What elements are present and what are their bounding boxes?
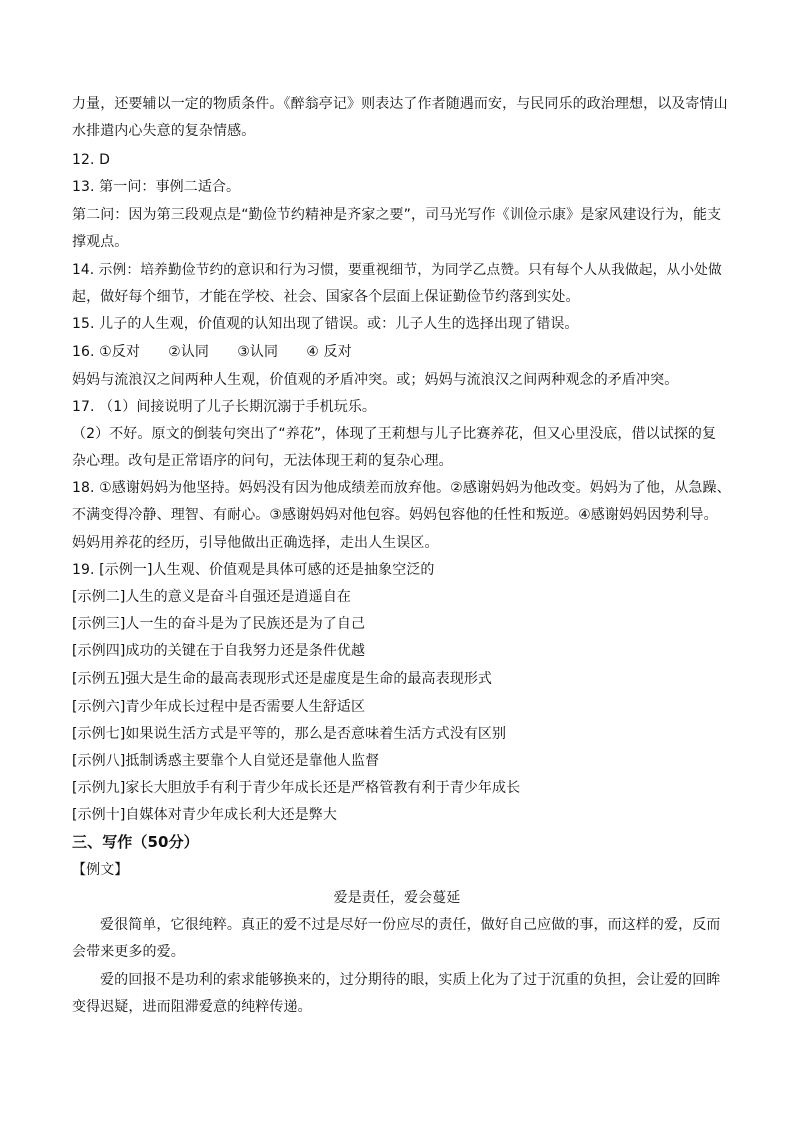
text-line: 起，做好每个细节，才能在学校、社会、国家各个层面上保证勤俭节约落到实处。 xyxy=(72,289,580,305)
text-line: 第二问：因为第三段观点是“勤俭节约精神是齐家之要”，司马光写作《训俭示康》是家风建设行为，能支 xyxy=(72,207,722,223)
text-line: 不满变得冷静、理智、有耐心。③感谢妈妈对他包容。妈妈包容他的任性和叛逆。④感谢妈妈因势利导。 xyxy=(72,507,718,523)
answer-12: 12. D xyxy=(72,152,110,168)
essay-title: 爱是责任，爱会蔓延 xyxy=(333,890,461,906)
text-line: 力量，还要辅以一定的物质条件。《醉翁亭记》则表达了作者随遇而安，与民同乐的政治理想，以及寄情山 xyxy=(72,96,728,112)
section-heading: 三、写作（50分） xyxy=(72,833,199,851)
text-line: 妈妈用养花的经历，引导他做出正确选择，走出人生误区。 xyxy=(72,535,439,551)
example-item: [示例九]家长大胆放手有利于青少年成长还是严格管教有利于青少年成长 xyxy=(72,780,521,796)
answer-19: 19. [示例一]人生观、价值观是具体可感的还是抽象空泛的 xyxy=(72,562,435,578)
example-item: [示例四]成功的关键在于自我努力还是条件优越 xyxy=(72,643,366,659)
example-item: [示例五]强大是生命的最高表现形式还是虚度是生命的最高表现形式 xyxy=(72,671,493,687)
text-line: 水排遣内心失意的复杂情感。 xyxy=(72,123,256,139)
text-line: （2）不好。原文的倒装句突出了“养花”，体现了王莉想与儿子比赛养花，但又心里没底，借以试探的复 xyxy=(72,426,717,442)
example-item: [示例十]自媒体对青少年成长利大还是弊大 xyxy=(72,807,337,823)
answer-14: 14. 示例：培养勤俭节约的意识和行为习惯，要重视细节，为同学乙点赞。只有每个人从我做起，从小处做 xyxy=(72,262,722,278)
text-line: 妈妈与流浪汉之间两种人生观，价值观的矛盾冲突。或；妈妈与流浪汉之间两种观念的矛盾冲突。 xyxy=(72,372,679,388)
answer-13: 13. 第一问：事例二适合。 xyxy=(72,179,241,195)
answer-15: 15. 儿子的人生观，价值观的认知出现了错误。或：儿子人生的选择出现了错误。 xyxy=(72,316,579,332)
example-item: [示例二]人生的意义是奋斗自强还是逍遥自在 xyxy=(72,589,352,605)
essay-line: 爱很简单，它很纯粹。真正的爱不过是尽好一份应尽的责任，做好自己应做的事，而这样的爱，反而 xyxy=(100,917,721,933)
example-label: 【例文】 xyxy=(72,862,129,878)
answer-17: 17. （1）间接说明了儿子长期沉溺于手机玩乐。 xyxy=(72,399,377,415)
example-item: [示例八]抵制诱惑主要靠个人自觉还是靠他人监督 xyxy=(72,753,380,769)
example-item: [示例三]人一生的奋斗是为了民族还是为了自己 xyxy=(72,616,366,632)
essay-line: 会带来更多的爱。 xyxy=(72,944,185,960)
example-item: [示例七]如果说生活方式是平等的，那么是否意味着生活方式没有区别 xyxy=(72,726,507,742)
text-line: 撑观点。 xyxy=(72,234,129,250)
answer-16: 16. ①反对 ②认同 ③认同 ④ 反对 xyxy=(72,344,352,360)
essay-line: 变得迟疑，进而阻滞爱意的纯粹传递。 xyxy=(72,999,312,1015)
text-line: 杂心理。改句是正常语序的问句，无法体现王莉的复杂心理。 xyxy=(72,453,453,469)
essay-line: 爱的回报不是功利的索求能够换来的，过分期待的眼，实质上化为了过于沉重的负担，会让爱的回眸 xyxy=(100,972,721,988)
example-item: [示例六]青少年成长过程中是否需要人生舒适区 xyxy=(72,699,366,715)
answer-18: 18. ①感谢妈妈为他坚持。妈妈没有因为他成绩差而放弃他。②感谢妈妈为他改变。妈妈为了他，从急躁、 xyxy=(72,480,731,496)
